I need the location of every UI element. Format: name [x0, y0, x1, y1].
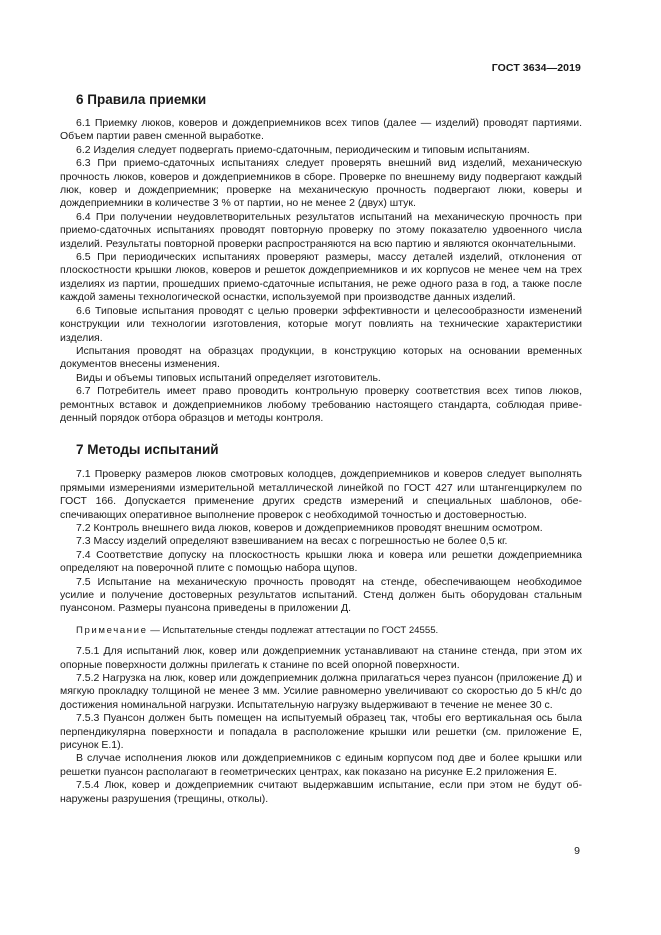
paragraph-7-5-2: 7.5.2 Нагрузка на люк, ковер или дождеприемник должна прилагаться через пуансон (приложение Д) и мягкую прокладку толщиной не менее 3 мм. Усилие равномерно увеличивают со скоростью до 5 кН/с до достижения номинальной нагрузки. Испытательную нагрузку выдерживают в течение не менее 30 с.	[60, 672, 582, 711]
paragraph-6-3: 6.3 При приемо-сдаточных испытаниях следует проверять внешний вид изделий, механическую прочность люков, коверов и дождеприемников в сборе. Проверке по внешнему виду подвергают каждый люк, ковер и дождеприемник; проверке на механическую прочность подвергают люки, коверы и дождеприемники в количестве 3 % от партии, но не менее 2 (двух) штук.	[60, 157, 582, 210]
paragraph-6-7: 6.7 Потребитель имеет право проводить контрольную проверку соответствия всех типов люков, ремонтных вставок и дождеприемников любому требованию настоящего стандарта, соблюдая приведенный порядок отбора образцов и методы контроля.	[60, 385, 582, 424]
paragraph-7-4: 7.4 Соответствие допуску на плоскостность крышки люка и ковера или решетки дождеприемника определяют на поверочной плите с помощью набора щупов.	[60, 548, 582, 575]
note-paragraph	[60, 624, 582, 637]
paragraph-6-6-scope: Виды и объемы типовых испытаний определяет изготовитель.	[76, 371, 381, 384]
paragraph-7-3: 7.3 Массу изделий определяют взвешиванием на весах с погрешностью не более 0,5 кг.	[76, 535, 508, 548]
page-content	[60, 92, 582, 806]
paragraph-6-4: 6.4 При получении неудовлетворительных результатов испытаний на механическую прочность при приемо-сдаточных испытаниях проводят повторную проверку по этому показателю удвоенного числа изделий. Результаты повторной проверки распространяются на всю партию и являются окончательными.	[60, 210, 582, 250]
paragraph-6-1: 6.1 Приемку люков, коверов и дождеприемников всех типов (далее — изделий) проводят партиями. Объем партии равен сменной выработке.	[60, 117, 582, 143]
paragraph-6-6-samples: Испытания проводят на образцах продукции, в конструкцию которых на основании временных документов внесены изменения.	[60, 344, 582, 371]
paragraph-6-6: 6.6 Типовые испытания проводят с целью проверки эффективности и целесообразности изменений конструкции или технологии изготовления, которые могут повлиять на технические характеристики изделия.	[60, 304, 582, 344]
paragraph-6-2: 6.2 Изделия следует подвергать приемо-сдаточным, периодическим и типовым испытаниям.	[76, 143, 530, 156]
section-7-title: 7 Методы испытаний	[76, 442, 219, 458]
page-number: 9	[574, 845, 580, 857]
document-code-header: ГОСТ 3634—2019	[491, 62, 581, 74]
paragraph-7-2: 7.2 Контроль внешнего вида люков, коверов и дождеприемников проводят внешним осмотром.	[76, 521, 543, 534]
note-text: — Испытательные стенды подлежат аттестации по ГОСТ 24555.	[147, 624, 439, 636]
paragraph-7-5-3: 7.5.3 Пуансон должен быть помещен на испытуемый образец так, чтобы его вертикальная ось была перпендикулярна поверхности и попадала в расположение крышки или решетки (см. приложение Е, рисунок Е.1).	[60, 712, 582, 752]
paragraph-7-1: 7.1 Проверку размеров люков смотровых колодцев, дождеприемников и коверов следует выполнять прямыми измерениями измерительной металлической линейкой по ГОСТ 427 или штангенциркулем по ГОСТ 166. Допускается применение других средств измерений и специальных шаблонов, обеспечивающих оперативное выполнение проверок с необходимой точностью и достоверностью.	[60, 468, 582, 521]
paragraph-7-5-4: 7.5.4 Люк, ковер и дождеприемник считают выдержавшим испытание, если при этом не будут обнаружены разрушения (трещины, отколы).	[60, 779, 582, 805]
paragraph-7-5-1: 7.5.1 Для испытаний люк, ковер или дождеприемник устанавливают на станине стенда, при этом их опорные поверхности должны прилегать к станине по всей опорной поверхности.	[60, 645, 582, 671]
paragraph-6-5: 6.5 При периодических испытаниях проверяют размеры, массу деталей изделий, отклонения от плоскостности крышки люков, коверов и решеток дождеприемников и их корпусов не менее чем на трех изделиях из партии, прошедших приемо-сдаточные испытания, не реже одного раза в год, а также после каждой замены технологической оснастки, используемой при производстве данных изделий.	[60, 251, 582, 304]
paragraph-7-5-3-multi: В случае исполнения люков или дождеприемников с единым корпусом под две и более крышки или решетки пуансон располагают в геометрических центрах, как показано на рисунке Е.2 приложения Е.	[60, 752, 582, 778]
section-6-title: 6 Правила приемки	[76, 92, 207, 107]
note-label: Примечание	[76, 624, 148, 636]
paragraph-7-5: 7.5 Испытание на механическую прочность проводят на стенде, обеспечивающем необходимое усилие и получение достоверных результатов испытаний. Стенд должен быть оборудован стальным пуансоном. Размеры пуансона приведены в приложении Д.	[60, 575, 582, 615]
